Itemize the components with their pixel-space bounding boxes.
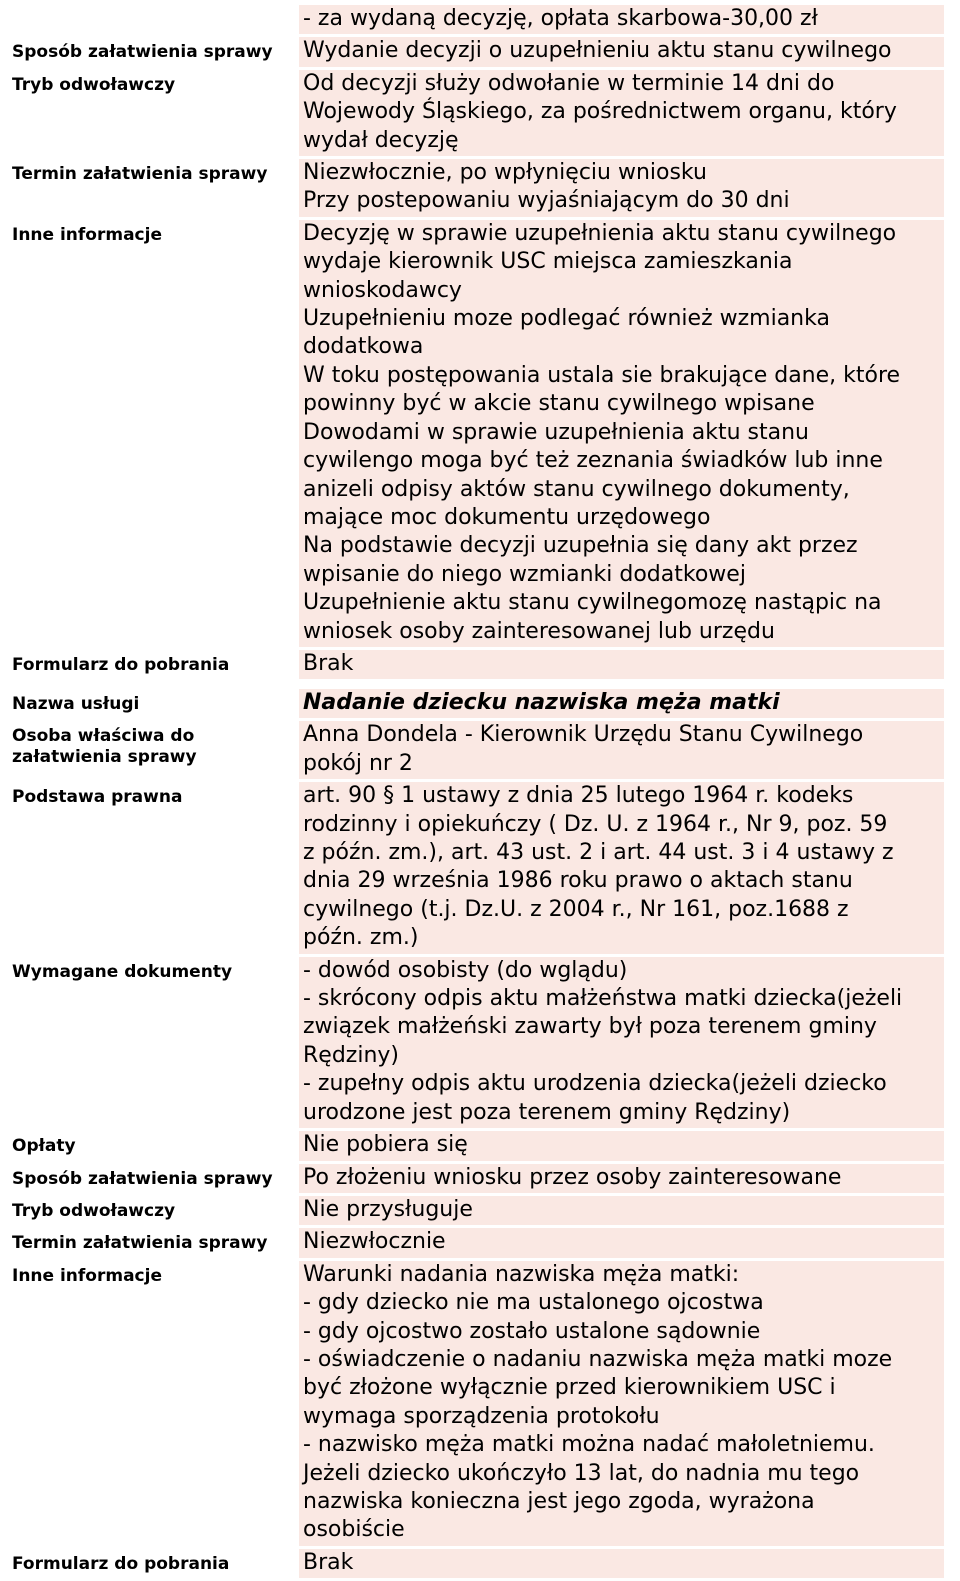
table-row	[8, 1164, 944, 1193]
field-value	[299, 1261, 944, 1546]
value-line: mające moc dokumentu urzędowego	[303, 504, 711, 530]
value-line: Brak	[303, 650, 354, 676]
service-table-2	[4, 686, 948, 1581]
value-line: Decyzję w sprawie uzupełnienia aktu stanu cywilnego	[303, 220, 897, 246]
value-line: Nadanie dziecku nazwiska męża matki	[303, 690, 780, 715]
table-row	[8, 689, 944, 718]
field-label: Sposób załatwienia sprawy	[12, 42, 273, 63]
value-line: - gdy dziecko nie ma ustalonego ojcostwa	[303, 1290, 764, 1316]
table-row	[8, 1261, 944, 1546]
value-line: cywilengo moga być też zeznania świadków lub inne	[303, 448, 883, 474]
field-value	[299, 70, 944, 156]
table-row	[8, 1131, 944, 1160]
value-line: wydaje kierownik USC miejsca zamieszkania	[303, 249, 793, 275]
value-line: wymaga sporządzenia protokołu	[303, 1403, 660, 1429]
value-line: nazwiska konieczna jest jego zgoda, wyrażona	[303, 1488, 815, 1514]
value-line: Niezwłocznie, po wpłynięciu wniosku	[303, 160, 707, 186]
value-line: wpisanie do niego wzmianki dodatkowej	[303, 561, 746, 587]
value-line: Wojewody Śląskiego, za pośrednictwem organu, który	[303, 99, 897, 125]
table-row	[8, 1196, 944, 1225]
field-label: Tryb odwoławczy	[12, 74, 176, 95]
value-line: - zupełny odpis aktu urodzenia dziecka(jeżeli dziecko	[303, 1071, 887, 1097]
field-value	[299, 1549, 944, 1578]
value-line: - za wydaną decyzję, opłata skarbowa-30,00 zł	[303, 6, 818, 31]
value-line: Jeżeli dziecko ukończyło 13 lat, do nadnia mu tego	[303, 1460, 860, 1486]
field-value	[299, 1228, 944, 1257]
field-label: Nazwa usługi	[12, 694, 140, 714]
field-label: Sposób załatwienia sprawy	[12, 1168, 273, 1189]
table-row	[8, 5, 944, 34]
value-line: być złożone wyłącznie przed kierownikiem USC i	[303, 1375, 836, 1401]
value-line: Na podstawie decyzji uzupełnia się dany akt przez	[303, 533, 858, 559]
value-line: art. 90 § 1 ustawy z dnia 25 lutego 1964 r. kodeks	[303, 783, 854, 809]
table-row	[8, 37, 944, 66]
field-value	[299, 37, 944, 66]
value-line: Uzupełnieniu moze podlegać również wzmianka	[303, 306, 830, 332]
field-value	[299, 721, 944, 779]
table-row	[8, 70, 944, 156]
value-line: - nazwisko męża matki można nadać małoletniemu.	[303, 1432, 875, 1458]
value-line: wnioskodawcy	[303, 277, 462, 303]
value-line: wniosek osoby zainteresowanej lub urzędu	[303, 618, 775, 644]
table-row	[8, 721, 944, 779]
table-row	[8, 159, 944, 217]
value-line: dodatkowa	[303, 334, 424, 360]
field-label: Formularz do pobrania	[12, 654, 230, 675]
value-line: z późn. zm.), art. 43 ust. 2 i art. 44 ust. 3 i 4 ustawy z	[303, 840, 894, 866]
field-value	[299, 159, 944, 217]
value-line: - skrócony odpis aktu małżeństwa matki dziecka(jeżeli	[303, 986, 903, 1012]
value-line: anizeli odpisy aktów stanu cywilnego dokumenty,	[303, 476, 850, 502]
field-value	[299, 650, 944, 679]
value-line: osobiście	[303, 1517, 405, 1543]
field-label: Inne informacje	[12, 1265, 162, 1286]
value-line: - dowód osobisty (do wglądu)	[303, 957, 628, 983]
field-label: Wymagane dokumenty	[12, 961, 233, 982]
value-line: Warunki nadania nazwiska męża matki:	[303, 1261, 740, 1287]
field-label	[8, 5, 295, 34]
value-line: dnia 29 września 1986 roku prawo o aktach stanu	[303, 868, 853, 894]
value-line: pokój nr 2	[303, 750, 413, 776]
field-label: Termin załatwienia sprawy	[12, 164, 268, 185]
value-line: Wydanie decyzji o uzupełnieniu aktu stanu cywilnego	[303, 38, 892, 64]
value-line: późn. zm.)	[303, 925, 419, 951]
value-line: związek małżeński zawarty był poza terenem gminy	[303, 1014, 877, 1040]
service-name	[299, 689, 944, 718]
value-line: - gdy ojcostwo zostało ustalone sądownie	[303, 1318, 761, 1344]
table-row	[8, 1549, 944, 1578]
value-line: W toku postępowania ustala sie brakujące dane, które	[303, 362, 901, 388]
table-row	[8, 1228, 944, 1257]
field-value	[299, 5, 944, 34]
field-label: Tryb odwoławczy	[12, 1200, 176, 1221]
field-value	[299, 782, 944, 953]
value-line: Po złożeniu wniosku przez osoby zainteresowane	[303, 1164, 842, 1190]
value-line: Nie przysługuje	[303, 1196, 473, 1222]
value-line: Rędziny)	[303, 1042, 399, 1068]
field-label: Inne informacje	[12, 224, 162, 245]
field-label: Termin załatwienia sprawy	[12, 1233, 268, 1254]
field-label: Podstawa prawna	[12, 787, 183, 808]
value-line: Od decyzji służy odwołanie w terminie 14 dni do	[303, 70, 835, 96]
field-label: Formularz do pobrania	[12, 1553, 230, 1574]
field-value	[299, 1164, 944, 1193]
field-label: Opłaty	[12, 1136, 76, 1157]
value-line: Uzupełnienie aktu stanu cywilnegomozę nastąpic na	[303, 590, 882, 616]
table-row	[8, 220, 944, 647]
value-line: - oświadczenie o nadaniu nazwiska męża matki moze	[303, 1346, 893, 1372]
value-line: Niezwłocznie	[303, 1229, 446, 1255]
value-line: Anna Dondela - Kierownik Urzędu Stanu Cywilnego	[303, 722, 864, 748]
value-line: urodzone jest poza terenem gminy Rędziny)	[303, 1099, 791, 1125]
table-row	[8, 650, 944, 679]
value-line: cywilnego (t.j. Dz.U. z 2004 r., Nr 161, poz.1688 z	[303, 896, 849, 922]
field-value	[299, 1196, 944, 1225]
field-value	[299, 220, 944, 647]
field-value	[299, 957, 944, 1128]
value-line: powinny być w akcie stanu cywilnego wpisane	[303, 391, 815, 417]
value-line: Brak	[303, 1549, 354, 1575]
value-line: wydał decyzję	[303, 127, 459, 153]
value-line: Nie pobiera się	[303, 1132, 468, 1158]
field-value	[299, 1131, 944, 1160]
value-line: Przy postepowaniu wyjaśniającym do 30 dni	[303, 188, 790, 214]
table-row	[8, 782, 944, 953]
field-label: Osoba właściwa do załatwienia sprawy	[12, 726, 197, 768]
value-line: rodzinny i opiekuńczy ( Dz. U. z 1964 r., Nr 9, poz. 59	[303, 811, 888, 837]
table-row	[8, 957, 944, 1128]
service-table-1	[4, 2, 948, 682]
value-line: Dowodami w sprawie uzupełnienia aktu stanu	[303, 419, 809, 445]
